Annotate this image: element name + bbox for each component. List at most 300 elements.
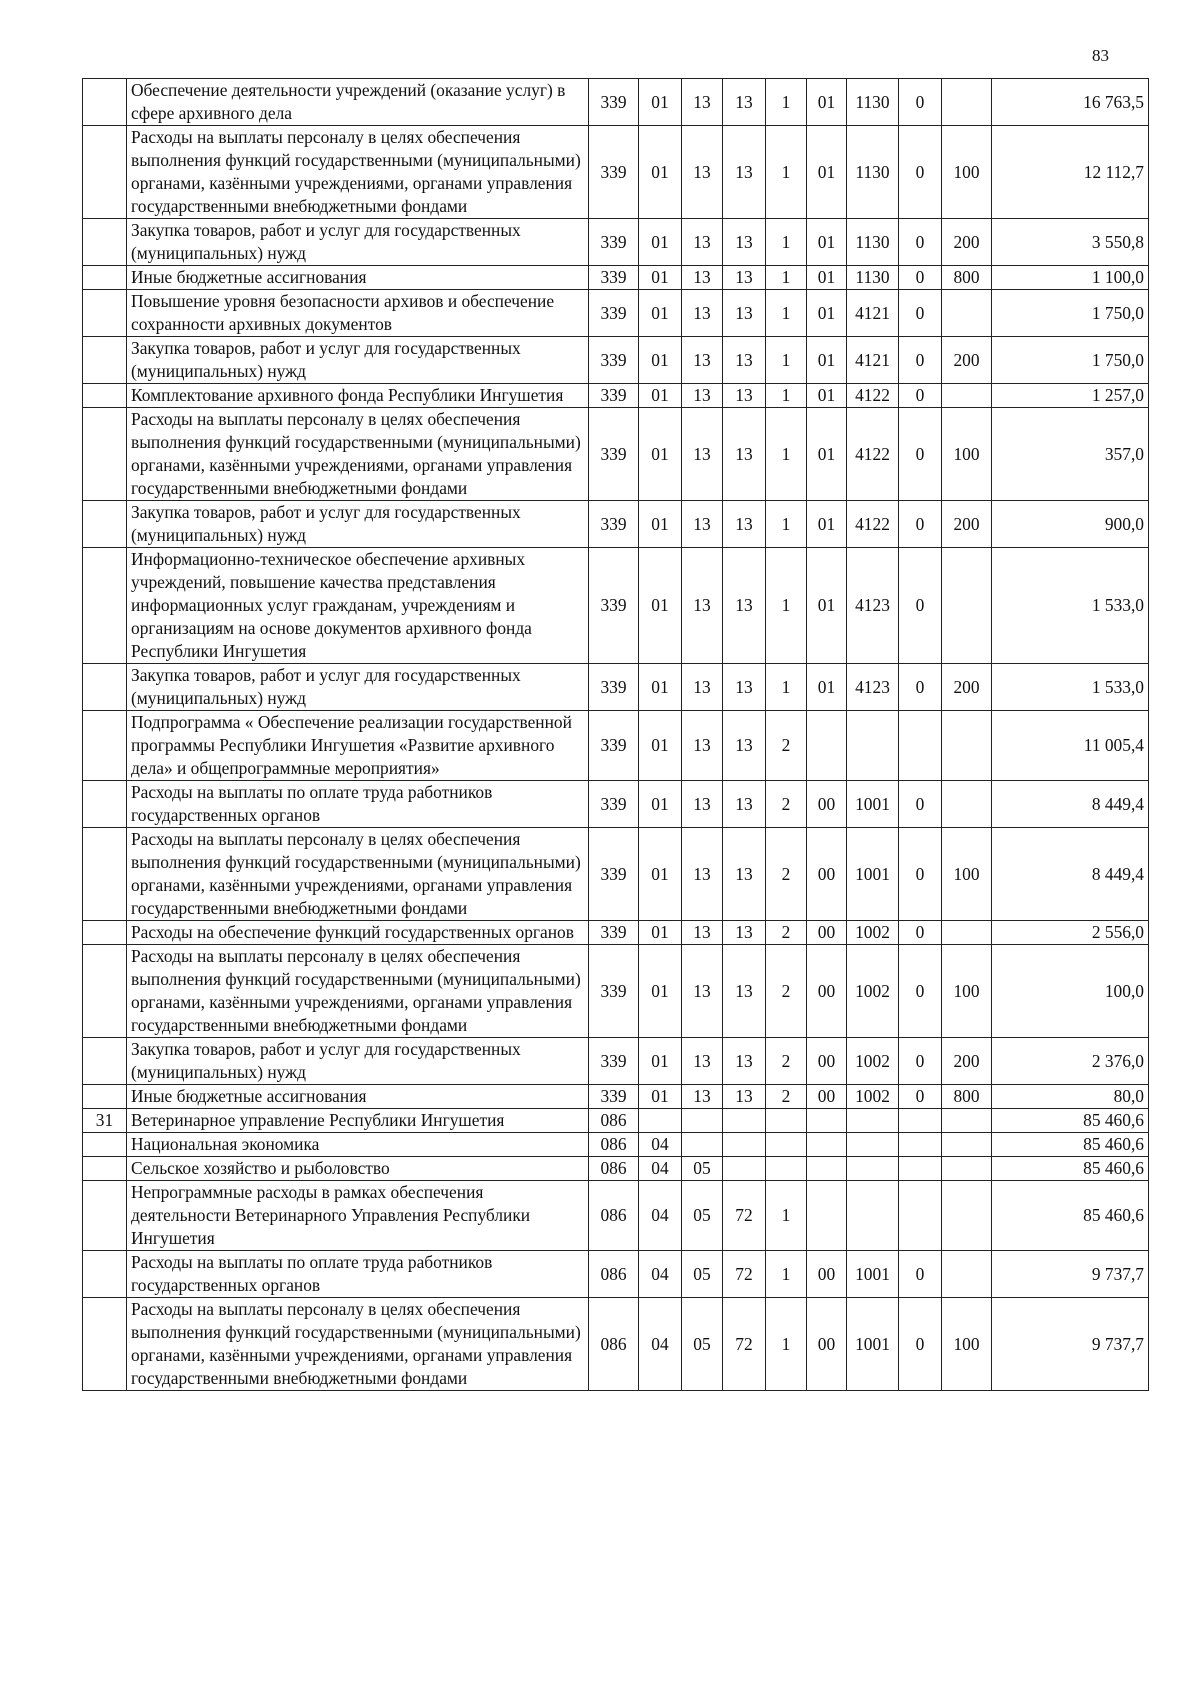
event-code-cell: 00: [807, 921, 847, 945]
ministry-code-cell: 339: [589, 290, 639, 337]
direction-code-cell: [847, 1157, 899, 1181]
code-suffix-cell: 0: [899, 1298, 942, 1391]
ministry-code-cell: 339: [589, 664, 639, 711]
subsection-code-cell: 13: [682, 711, 723, 781]
row-number-cell: [83, 1181, 127, 1251]
expense-type-cell: 800: [942, 1085, 992, 1109]
event-code-cell: [807, 1181, 847, 1251]
table-row: [83, 337, 1149, 384]
row-number-cell: [83, 664, 127, 711]
expense-name-cell: Подпрограмма « Обеспечение реализации государственной программы Республики Ингушетия «Развитие архивного дела» и общепрограммные мероприятия»: [127, 711, 589, 781]
direction-code-cell: [847, 711, 899, 781]
subsection-code-cell: 13: [682, 548, 723, 664]
program-code-cell: [723, 1157, 766, 1181]
amount-cell: 1 533,0: [992, 664, 1149, 711]
expense-name-cell: Расходы на выплаты персоналу в целях обеспечения выполнения функций государственными (муниципальными) органами, казёнными учреждениями, органами управления государственными внебюджетными фондами: [127, 408, 589, 501]
subsection-code-cell: [682, 1109, 723, 1133]
section-code-cell: 01: [639, 337, 682, 384]
expense-name-cell: Закупка товаров, работ и услуг для государственных (муниципальных) нужд: [127, 337, 589, 384]
expense-name-cell: Расходы на выплаты персоналу в целях обеспечения выполнения функций государственными (муниципальными) органами, казёнными учреждениями, органами управления государственными внебюджетными фондами: [127, 126, 589, 219]
section-code-cell: 01: [639, 1085, 682, 1109]
direction-code-cell: [847, 1181, 899, 1251]
subsection-code-cell: 13: [682, 501, 723, 548]
page-number: 83: [1092, 46, 1109, 65]
row-number-cell: [83, 79, 127, 126]
table-row: [83, 1251, 1149, 1298]
expense-name-cell: Иные бюджетные ассигнования: [127, 1085, 589, 1109]
program-code-cell: 13: [723, 781, 766, 828]
event-code-cell: 01: [807, 79, 847, 126]
code-suffix-cell: 0: [899, 1251, 942, 1298]
subsection-code-cell: 13: [682, 1038, 723, 1085]
section-code-cell: 01: [639, 408, 682, 501]
table-row: [83, 664, 1149, 711]
row-number-cell: [83, 1133, 127, 1157]
code-suffix-cell: 0: [899, 219, 942, 266]
ministry-code-cell: 086: [589, 1109, 639, 1133]
amount-cell: 1 750,0: [992, 337, 1149, 384]
expense-type-cell: 200: [942, 337, 992, 384]
code-suffix-cell: 0: [899, 126, 942, 219]
code-suffix-cell: 0: [899, 501, 942, 548]
subsection-code-cell: 13: [682, 126, 723, 219]
ministry-code-cell: 339: [589, 781, 639, 828]
expense-type-cell: [942, 781, 992, 828]
subprogram-code-cell: 1: [766, 79, 807, 126]
subprogram-code-cell: 1: [766, 384, 807, 408]
table-row: [83, 781, 1149, 828]
expense-type-cell: [942, 1109, 992, 1133]
amount-cell: 1 533,0: [992, 548, 1149, 664]
row-number-cell: [83, 266, 127, 290]
subprogram-code-cell: [766, 1109, 807, 1133]
ministry-code-cell: 339: [589, 337, 639, 384]
section-code-cell: 01: [639, 290, 682, 337]
code-suffix-cell: 0: [899, 266, 942, 290]
amount-cell: 8 449,4: [992, 781, 1149, 828]
section-code-cell: 01: [639, 501, 682, 548]
direction-code-cell: 1001: [847, 1298, 899, 1391]
table-row: [83, 921, 1149, 945]
amount-cell: 2 376,0: [992, 1038, 1149, 1085]
table-row: [83, 266, 1149, 290]
expense-name-cell: Закупка товаров, работ и услуг для государственных (муниципальных) нужд: [127, 664, 589, 711]
code-suffix-cell: 0: [899, 408, 942, 501]
expense-name-cell: Расходы на выплаты персоналу в целях обеспечения выполнения функций государственными (муниципальными) органами, казёнными учреждениями, органами управления государственными внебюджетными фондами: [127, 828, 589, 921]
program-code-cell: 13: [723, 79, 766, 126]
ministry-code-cell: 339: [589, 1038, 639, 1085]
code-suffix-cell: [899, 1157, 942, 1181]
program-code-cell: 13: [723, 945, 766, 1038]
expense-name-cell: Повышение уровня безопасности архивов и обеспечение сохранности архивных документов: [127, 290, 589, 337]
ministry-code-cell: 339: [589, 79, 639, 126]
direction-code-cell: 4121: [847, 290, 899, 337]
program-code-cell: [723, 1109, 766, 1133]
row-number-cell: [83, 219, 127, 266]
event-code-cell: 01: [807, 126, 847, 219]
subprogram-code-cell: [766, 1133, 807, 1157]
expense-name-cell: Сельское хозяйство и рыболовство: [127, 1157, 589, 1181]
table-row: [83, 828, 1149, 921]
code-suffix-cell: 0: [899, 828, 942, 921]
amount-cell: 9 737,7: [992, 1298, 1149, 1391]
section-code-cell: 01: [639, 384, 682, 408]
section-code-cell: 04: [639, 1251, 682, 1298]
event-code-cell: 01: [807, 337, 847, 384]
row-number-cell: [83, 828, 127, 921]
table-row: [83, 384, 1149, 408]
table-row: [83, 79, 1149, 126]
table-row: [83, 501, 1149, 548]
expense-name-cell: Непрограммные расходы в рамках обеспечения деятельности Ветеринарного Управления Республики Ингушетия: [127, 1181, 589, 1251]
row-number-cell: [83, 945, 127, 1038]
direction-code-cell: 4123: [847, 664, 899, 711]
event-code-cell: 00: [807, 1251, 847, 1298]
code-suffix-cell: 0: [899, 337, 942, 384]
expense-name-cell: Обеспечение деятельности учреждений (оказание услуг) в сфере архивного дела: [127, 79, 589, 126]
expense-type-cell: 200: [942, 664, 992, 711]
table-row: [83, 126, 1149, 219]
amount-cell: 100,0: [992, 945, 1149, 1038]
amount-cell: 900,0: [992, 501, 1149, 548]
expense-name-cell: Закупка товаров, работ и услуг для государственных (муниципальных) нужд: [127, 219, 589, 266]
expense-type-cell: [942, 711, 992, 781]
amount-cell: 85 460,6: [992, 1181, 1149, 1251]
code-suffix-cell: 0: [899, 290, 942, 337]
code-suffix-cell: [899, 1109, 942, 1133]
section-code-cell: 04: [639, 1157, 682, 1181]
expense-type-cell: 800: [942, 266, 992, 290]
row-number-cell: [83, 384, 127, 408]
expense-type-cell: 100: [942, 126, 992, 219]
program-code-cell: 13: [723, 711, 766, 781]
subsection-code-cell: 13: [682, 337, 723, 384]
code-suffix-cell: 0: [899, 79, 942, 126]
expense-name-cell: Расходы на выплаты по оплате труда работников государственных органов: [127, 781, 589, 828]
row-number-cell: 31: [83, 1109, 127, 1133]
expense-type-cell: 200: [942, 219, 992, 266]
code-suffix-cell: 0: [899, 921, 942, 945]
direction-code-cell: 1130: [847, 266, 899, 290]
section-code-cell: 01: [639, 781, 682, 828]
amount-cell: 12 112,7: [992, 126, 1149, 219]
ministry-code-cell: 339: [589, 828, 639, 921]
event-code-cell: 00: [807, 1085, 847, 1109]
program-code-cell: 13: [723, 1085, 766, 1109]
program-code-cell: 13: [723, 290, 766, 337]
amount-cell: 1 100,0: [992, 266, 1149, 290]
ministry-code-cell: 339: [589, 219, 639, 266]
ministry-code-cell: 339: [589, 945, 639, 1038]
subprogram-code-cell: 2: [766, 1085, 807, 1109]
table-row: [83, 1298, 1149, 1391]
subsection-code-cell: 13: [682, 664, 723, 711]
ministry-code-cell: 339: [589, 1085, 639, 1109]
direction-code-cell: 1001: [847, 781, 899, 828]
table-row: [83, 1038, 1149, 1085]
ministry-code-cell: 339: [589, 501, 639, 548]
subsection-code-cell: [682, 1133, 723, 1157]
expense-type-cell: [942, 1133, 992, 1157]
section-code-cell: 01: [639, 711, 682, 781]
amount-cell: 1 750,0: [992, 290, 1149, 337]
direction-code-cell: [847, 1133, 899, 1157]
ministry-code-cell: 339: [589, 711, 639, 781]
section-code-cell: 01: [639, 548, 682, 664]
section-code-cell: 01: [639, 945, 682, 1038]
expense-type-cell: 100: [942, 408, 992, 501]
program-code-cell: 13: [723, 266, 766, 290]
table-row: [83, 711, 1149, 781]
amount-cell: 9 737,7: [992, 1251, 1149, 1298]
table-row: [83, 1085, 1149, 1109]
subprogram-code-cell: 1: [766, 664, 807, 711]
section-code-cell: 04: [639, 1298, 682, 1391]
event-code-cell: 01: [807, 548, 847, 664]
expense-name-cell: Расходы на выплаты по оплате труда работников государственных органов: [127, 1251, 589, 1298]
row-number-cell: [83, 1157, 127, 1181]
expense-type-cell: 200: [942, 501, 992, 548]
ministry-code-cell: 086: [589, 1298, 639, 1391]
subprogram-code-cell: 1: [766, 501, 807, 548]
expense-name-cell: Расходы на выплаты персоналу в целях обеспечения выполнения функций государственными (муниципальными) органами, казёнными учреждениями, органами управления государственными внебюджетными фондами: [127, 945, 589, 1038]
subprogram-code-cell: [766, 1157, 807, 1181]
direction-code-cell: 4123: [847, 548, 899, 664]
event-code-cell: 00: [807, 781, 847, 828]
program-code-cell: 13: [723, 1038, 766, 1085]
program-code-cell: 13: [723, 219, 766, 266]
table-row: [83, 548, 1149, 664]
expense-name-cell: Закупка товаров, работ и услуг для государственных (муниципальных) нужд: [127, 1038, 589, 1085]
expense-type-cell: [942, 1157, 992, 1181]
row-number-cell: [83, 501, 127, 548]
subsection-code-cell: 13: [682, 79, 723, 126]
code-suffix-cell: [899, 1133, 942, 1157]
direction-code-cell: 4121: [847, 337, 899, 384]
program-code-cell: 72: [723, 1251, 766, 1298]
subsection-code-cell: 13: [682, 921, 723, 945]
event-code-cell: 01: [807, 384, 847, 408]
ministry-code-cell: 086: [589, 1133, 639, 1157]
row-number-cell: [83, 408, 127, 501]
amount-cell: 85 460,6: [992, 1157, 1149, 1181]
event-code-cell: [807, 1133, 847, 1157]
section-code-cell: 01: [639, 79, 682, 126]
direction-code-cell: 4122: [847, 384, 899, 408]
row-number-cell: [83, 337, 127, 384]
expense-name-cell: Информационно-техническое обеспечение архивных учреждений, повышение качества представления информационных услуг гражданам, учреждениям и организациям на основе документов архивного фонда Республики Ингушетия: [127, 548, 589, 664]
amount-cell: 85 460,6: [992, 1133, 1149, 1157]
subsection-code-cell: 13: [682, 828, 723, 921]
budget-table-body: [83, 79, 1149, 1391]
expense-type-cell: [942, 548, 992, 664]
amount-cell: 2 556,0: [992, 921, 1149, 945]
subsection-code-cell: 13: [682, 781, 723, 828]
ministry-code-cell: 339: [589, 126, 639, 219]
subprogram-code-cell: 1: [766, 1298, 807, 1391]
row-number-cell: [83, 1298, 127, 1391]
code-suffix-cell: 0: [899, 384, 942, 408]
code-suffix-cell: 0: [899, 781, 942, 828]
direction-code-cell: 1130: [847, 79, 899, 126]
program-code-cell: 13: [723, 664, 766, 711]
subprogram-code-cell: 2: [766, 921, 807, 945]
table-row: [83, 945, 1149, 1038]
amount-cell: 85 460,6: [992, 1109, 1149, 1133]
section-code-cell: 04: [639, 1133, 682, 1157]
section-code-cell: 01: [639, 219, 682, 266]
ministry-code-cell: 339: [589, 921, 639, 945]
section-code-cell: 01: [639, 266, 682, 290]
event-code-cell: 01: [807, 664, 847, 711]
ministry-code-cell: 339: [589, 548, 639, 664]
event-code-cell: [807, 1109, 847, 1133]
row-number-cell: [83, 921, 127, 945]
ministry-code-cell: 086: [589, 1181, 639, 1251]
expense-type-cell: [942, 79, 992, 126]
row-number-cell: [83, 290, 127, 337]
table-row: [83, 1133, 1149, 1157]
ministry-code-cell: 086: [589, 1157, 639, 1181]
section-code-cell: 01: [639, 126, 682, 219]
code-suffix-cell: 0: [899, 945, 942, 1038]
code-suffix-cell: [899, 711, 942, 781]
event-code-cell: 00: [807, 945, 847, 1038]
amount-cell: 357,0: [992, 408, 1149, 501]
program-code-cell: 13: [723, 408, 766, 501]
program-code-cell: 13: [723, 384, 766, 408]
amount-cell: 1 257,0: [992, 384, 1149, 408]
program-code-cell: 13: [723, 126, 766, 219]
table-row: [83, 1181, 1149, 1251]
program-code-cell: 13: [723, 337, 766, 384]
direction-code-cell: 1130: [847, 219, 899, 266]
expense-type-cell: 200: [942, 1038, 992, 1085]
section-code-cell: 01: [639, 1038, 682, 1085]
row-number-cell: [83, 1038, 127, 1085]
program-code-cell: 13: [723, 921, 766, 945]
subsection-code-cell: 05: [682, 1251, 723, 1298]
direction-code-cell: [847, 1109, 899, 1133]
event-code-cell: 00: [807, 1298, 847, 1391]
direction-code-cell: 1130: [847, 126, 899, 219]
expense-type-cell: [942, 1181, 992, 1251]
section-code-cell: 01: [639, 664, 682, 711]
row-number-cell: [83, 1251, 127, 1298]
table-row: [83, 1109, 1149, 1133]
expense-type-cell: [942, 384, 992, 408]
ministry-code-cell: 339: [589, 384, 639, 408]
code-suffix-cell: 0: [899, 1085, 942, 1109]
budget-table: [82, 78, 1149, 1391]
subsection-code-cell: 05: [682, 1298, 723, 1391]
subprogram-code-cell: 1: [766, 219, 807, 266]
expense-type-cell: [942, 921, 992, 945]
subprogram-code-cell: 1: [766, 408, 807, 501]
direction-code-cell: 1001: [847, 828, 899, 921]
program-code-cell: 72: [723, 1181, 766, 1251]
program-code-cell: 72: [723, 1298, 766, 1391]
program-code-cell: 13: [723, 548, 766, 664]
row-number-cell: [83, 781, 127, 828]
section-code-cell: 01: [639, 921, 682, 945]
direction-code-cell: 1002: [847, 1085, 899, 1109]
code-suffix-cell: 0: [899, 664, 942, 711]
row-number-cell: [83, 126, 127, 219]
expense-name-cell: Закупка товаров, работ и услуг для государственных (муниципальных) нужд: [127, 501, 589, 548]
direction-code-cell: 1002: [847, 945, 899, 1038]
expense-name-cell: Расходы на выплаты персоналу в целях обеспечения выполнения функций государственными (муниципальными) органами, казёнными учреждениями, органами управления государственными внебюджетными фондами: [127, 1298, 589, 1391]
expense-name-cell: Расходы на обеспечение функций государственных органов: [127, 921, 589, 945]
event-code-cell: 01: [807, 290, 847, 337]
amount-cell: 80,0: [992, 1085, 1149, 1109]
expense-type-cell: [942, 1251, 992, 1298]
table-row: [83, 290, 1149, 337]
subprogram-code-cell: 1: [766, 548, 807, 664]
expense-type-cell: 100: [942, 945, 992, 1038]
subprogram-code-cell: 1: [766, 290, 807, 337]
subprogram-code-cell: 2: [766, 828, 807, 921]
subsection-code-cell: 13: [682, 1085, 723, 1109]
program-code-cell: 13: [723, 828, 766, 921]
ministry-code-cell: 339: [589, 408, 639, 501]
subprogram-code-cell: 2: [766, 945, 807, 1038]
program-code-cell: 13: [723, 501, 766, 548]
event-code-cell: [807, 1157, 847, 1181]
program-code-cell: [723, 1133, 766, 1157]
section-code-cell: 01: [639, 828, 682, 921]
section-code-cell: [639, 1109, 682, 1133]
subsection-code-cell: 13: [682, 384, 723, 408]
expense-type-cell: 100: [942, 1298, 992, 1391]
amount-cell: 3 550,8: [992, 219, 1149, 266]
expense-name-cell: Национальная экономика: [127, 1133, 589, 1157]
event-code-cell: 01: [807, 219, 847, 266]
event-code-cell: 00: [807, 1038, 847, 1085]
event-code-cell: [807, 711, 847, 781]
expense-type-cell: [942, 290, 992, 337]
row-number-cell: [83, 548, 127, 664]
subprogram-code-cell: 1: [766, 126, 807, 219]
code-suffix-cell: [899, 1181, 942, 1251]
subprogram-code-cell: 1: [766, 1251, 807, 1298]
subprogram-code-cell: 2: [766, 781, 807, 828]
expense-name-cell: Ветеринарное управление Республики Ингушетия: [127, 1109, 589, 1133]
subsection-code-cell: 13: [682, 945, 723, 1038]
row-number-cell: [83, 711, 127, 781]
row-number-cell: [83, 1085, 127, 1109]
amount-cell: 16 763,5: [992, 79, 1149, 126]
event-code-cell: 01: [807, 501, 847, 548]
subprogram-code-cell: 2: [766, 711, 807, 781]
subsection-code-cell: 13: [682, 290, 723, 337]
ministry-code-cell: 086: [589, 1251, 639, 1298]
subprogram-code-cell: 1: [766, 266, 807, 290]
subprogram-code-cell: 1: [766, 1181, 807, 1251]
subsection-code-cell: 13: [682, 266, 723, 290]
event-code-cell: 00: [807, 828, 847, 921]
table-row: [83, 219, 1149, 266]
direction-code-cell: 1001: [847, 1251, 899, 1298]
direction-code-cell: 4122: [847, 408, 899, 501]
amount-cell: 8 449,4: [992, 828, 1149, 921]
subprogram-code-cell: 1: [766, 337, 807, 384]
direction-code-cell: 4122: [847, 501, 899, 548]
direction-code-cell: 1002: [847, 921, 899, 945]
code-suffix-cell: 0: [899, 548, 942, 664]
expense-name-cell: Иные бюджетные ассигнования: [127, 266, 589, 290]
table-row: [83, 408, 1149, 501]
